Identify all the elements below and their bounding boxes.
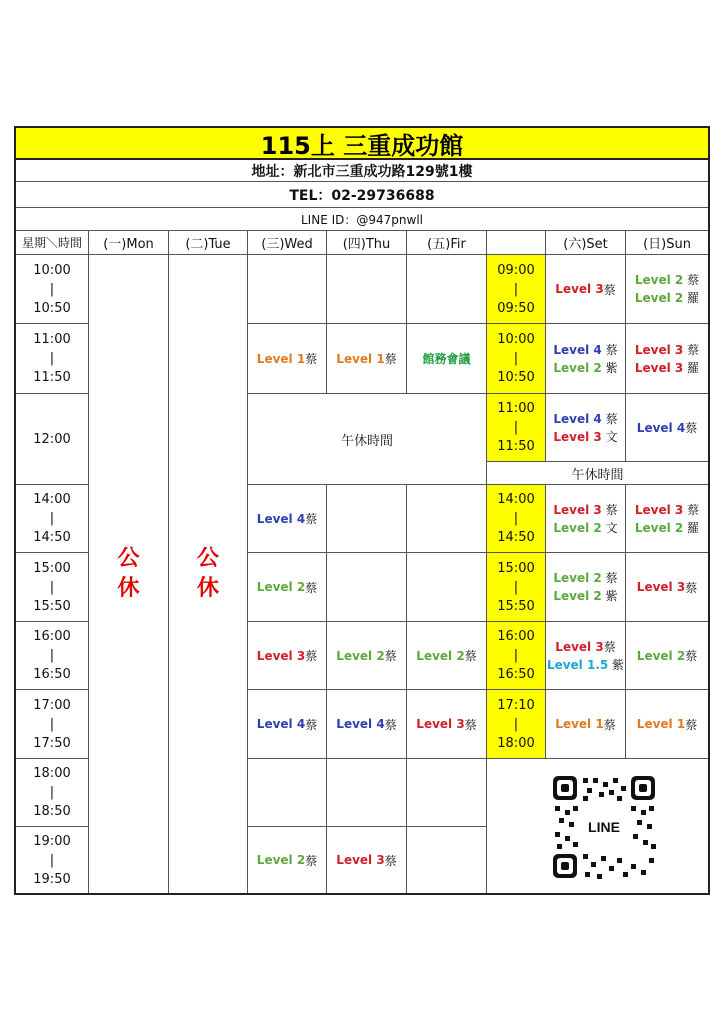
class-cell: Level 2 蔡 Level 2 紫 — [546, 553, 626, 622]
class-cell: Level 2 蔡 — [407, 622, 487, 690]
class-cell-empty — [327, 485, 407, 553]
sat-time-slot: 17:10 | 18:00 — [487, 690, 546, 759]
class-cell: Level 1 蔡 — [546, 690, 626, 759]
telephone: TEL：02-29736688 — [16, 182, 708, 208]
class-cell-empty — [327, 553, 407, 622]
time-slot: 16:00 | 16:50 — [16, 622, 89, 690]
header-corner: 星期＼時間 — [16, 231, 89, 255]
class-cell: Level 4 蔡 — [327, 690, 407, 759]
class-cell: Level 3 蔡 — [626, 553, 708, 622]
class-cell-empty — [407, 485, 487, 553]
class-cell-empty — [248, 255, 327, 324]
header-mon: (一)Mon — [89, 231, 169, 255]
class-cell: Level 3 蔡 — [248, 622, 327, 690]
class-cell: Level 2 蔡 — [248, 553, 327, 622]
address: 地址：新北市三重成功路129號1樓 — [16, 160, 708, 182]
time-slot: 18:00 | 18:50 — [16, 759, 89, 827]
line-qr-code — [551, 774, 657, 880]
class-cell: Level 2 蔡 — [626, 622, 708, 690]
class-cell-empty — [407, 553, 487, 622]
class-cell: Level 3 蔡 — [546, 255, 626, 324]
time-slot: 19:00 | 19:50 — [16, 827, 89, 893]
time-slot: 11:00 | 11:50 — [16, 324, 89, 394]
sat-lunch-break: 午休時間 — [487, 462, 708, 485]
class-cell: Level 4 蔡 Level 3 文 — [546, 394, 626, 462]
class-cell: Level 1 蔡 — [327, 324, 407, 394]
sat-time-slot: 16:00 | 16:50 — [487, 622, 546, 690]
class-cell: Level 2 蔡 — [248, 827, 327, 893]
class-cell: Level 2 蔡 Level 2 羅 — [626, 255, 708, 324]
header-thu: (四)Thu — [327, 231, 407, 255]
header-sun: (日)Sun — [626, 231, 708, 255]
class-cell: Level 4 蔡 — [626, 394, 708, 462]
class-cell: Level 3 蔡 — [407, 690, 487, 759]
time-slot: 14:00 | 14:50 — [16, 485, 89, 553]
class-cell-empty — [407, 255, 487, 324]
class-cell: Level 4 蔡 Level 2 紫 — [546, 324, 626, 394]
sat-time-slot: 10:00 | 10:50 — [487, 324, 546, 394]
qr-line-label: LINE — [588, 819, 620, 835]
sat-time-slot: 09:00 | 09:50 — [487, 255, 546, 324]
header-fri: (五)Fir — [407, 231, 487, 255]
tue-closed: 公 休 — [169, 255, 248, 893]
schedule-sheet — [14, 126, 710, 895]
class-cell-empty — [407, 827, 487, 893]
class-cell: Level 2 蔡 — [327, 622, 407, 690]
time-slot: 17:00 | 17:50 — [16, 690, 89, 759]
header-sat: (六)Set — [546, 231, 626, 255]
class-cell: Level 4 蔡 — [248, 690, 327, 759]
lunch-break: 午休時間 — [248, 394, 487, 485]
class-cell-empty — [248, 759, 327, 827]
sat-time-slot: 15:00 | 15:50 — [487, 553, 546, 622]
header-tue: (二)Tue — [169, 231, 248, 255]
sat-time-slot: 14:00 | 14:50 — [487, 485, 546, 553]
header-sat-time — [487, 231, 546, 255]
class-cell: Level 3 蔡 Level 3 羅 — [626, 324, 708, 394]
page-title: 115上 三重成功館 — [16, 128, 708, 160]
sat-time-slot: 11:00 | 11:50 — [487, 394, 546, 462]
line-id: LINE ID：@947pnwll — [16, 208, 708, 231]
time-slot: 15:00 | 15:50 — [16, 553, 89, 622]
time-slot: 12:00 — [16, 394, 89, 485]
class-cell-empty — [327, 255, 407, 324]
class-cell: Level 3 蔡 — [327, 827, 407, 893]
class-cell-empty — [407, 759, 487, 827]
time-slot: 10:00 | 10:50 — [16, 255, 89, 324]
class-cell: Level 3蔡 Level 1.5 紫 — [546, 622, 626, 690]
meeting-cell: 館務會議 — [407, 324, 487, 394]
class-cell: Level 1 蔡 — [626, 690, 708, 759]
class-cell: Level 1 蔡 — [248, 324, 327, 394]
header-wed: (三)Wed — [248, 231, 327, 255]
class-cell-empty — [327, 759, 407, 827]
class-cell: Level 3 蔡 Level 2 文 — [546, 485, 626, 553]
class-cell: Level 4 蔡 — [248, 485, 327, 553]
class-cell: Level 3 蔡 Level 2 羅 — [626, 485, 708, 553]
mon-closed: 公 休 — [89, 255, 169, 893]
